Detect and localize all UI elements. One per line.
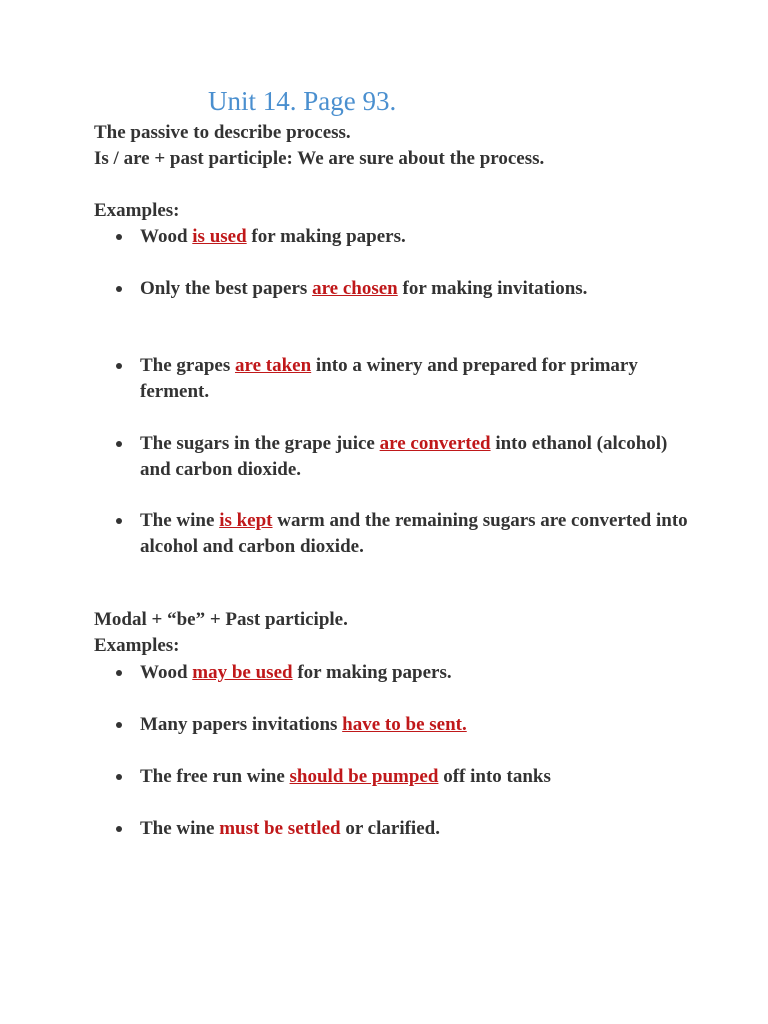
passive-verb-highlight: is used <box>192 226 247 247</box>
passive-verb-highlight: are taken <box>235 355 312 376</box>
list-item <box>140 508 700 560</box>
item-text-before: Many papers invitations <box>140 714 343 735</box>
item-text-after: warm and the remaining sugars are converted into alcohol and carbon dioxide. <box>140 510 688 557</box>
section2-examples-label: Examples: <box>94 635 180 656</box>
bullet-icon <box>116 363 122 369</box>
item-text-after: for making papers. <box>246 226 406 247</box>
bullet-icon <box>116 774 122 780</box>
item-text-before: Wood <box>140 226 193 247</box>
bullet-icon <box>116 722 122 728</box>
bullet-icon <box>116 826 122 832</box>
item-text-after: for making invitations. <box>397 278 588 299</box>
item-text-before: Wood <box>140 662 193 683</box>
item-text-before: The sugars in the grape juice <box>140 433 380 454</box>
item-text-before: The grapes <box>140 355 235 376</box>
list-item <box>140 224 700 250</box>
passive-verb-highlight: are chosen <box>312 278 398 299</box>
list-item <box>140 764 700 790</box>
list-item <box>140 660 700 686</box>
passive-verb-highlight: is kept <box>219 510 273 531</box>
list-item <box>140 431 700 483</box>
modal-passive-highlight: may be used <box>192 662 293 683</box>
list-item <box>140 353 700 405</box>
bullet-icon <box>116 441 122 447</box>
passive-verb-highlight: are converted <box>379 433 491 454</box>
list-item <box>140 712 700 738</box>
item-text-before: Only the best papers <box>140 278 313 299</box>
item-text-after: off into tanks <box>438 766 551 787</box>
list-item <box>140 276 700 302</box>
modal-passive-highlight: have to be sent. <box>342 714 467 735</box>
item-text-before: The free run wine <box>140 766 290 787</box>
modal-passive-highlight: must be settled <box>219 818 341 839</box>
item-text-before: The wine <box>140 818 220 839</box>
section1-heading: The passive to describe process. <box>94 122 351 143</box>
modal-passive-highlight: should be pumped <box>289 766 439 787</box>
bullet-icon <box>116 518 122 524</box>
bullet-icon <box>116 234 122 240</box>
bullet-icon <box>116 670 122 676</box>
item-text-after: into a winery and prepared for primary ferment. <box>140 355 638 402</box>
section1-examples-label: Examples: <box>94 200 180 221</box>
item-text-after: or clarified. <box>340 818 440 839</box>
bullet-icon <box>116 286 122 292</box>
section2-heading: Modal + “be” + Past participle. <box>94 609 348 630</box>
section1-rule: Is / are + past participle: We are sure about the process. <box>94 148 545 169</box>
page-title: Unit 14. Page 93. <box>208 86 397 116</box>
item-text-after: into ethanol (alcohol) and carbon dioxide. <box>140 433 668 480</box>
item-text-after: for making papers. <box>292 662 452 683</box>
item-text-before: The wine <box>140 510 220 531</box>
list-item <box>140 816 700 842</box>
